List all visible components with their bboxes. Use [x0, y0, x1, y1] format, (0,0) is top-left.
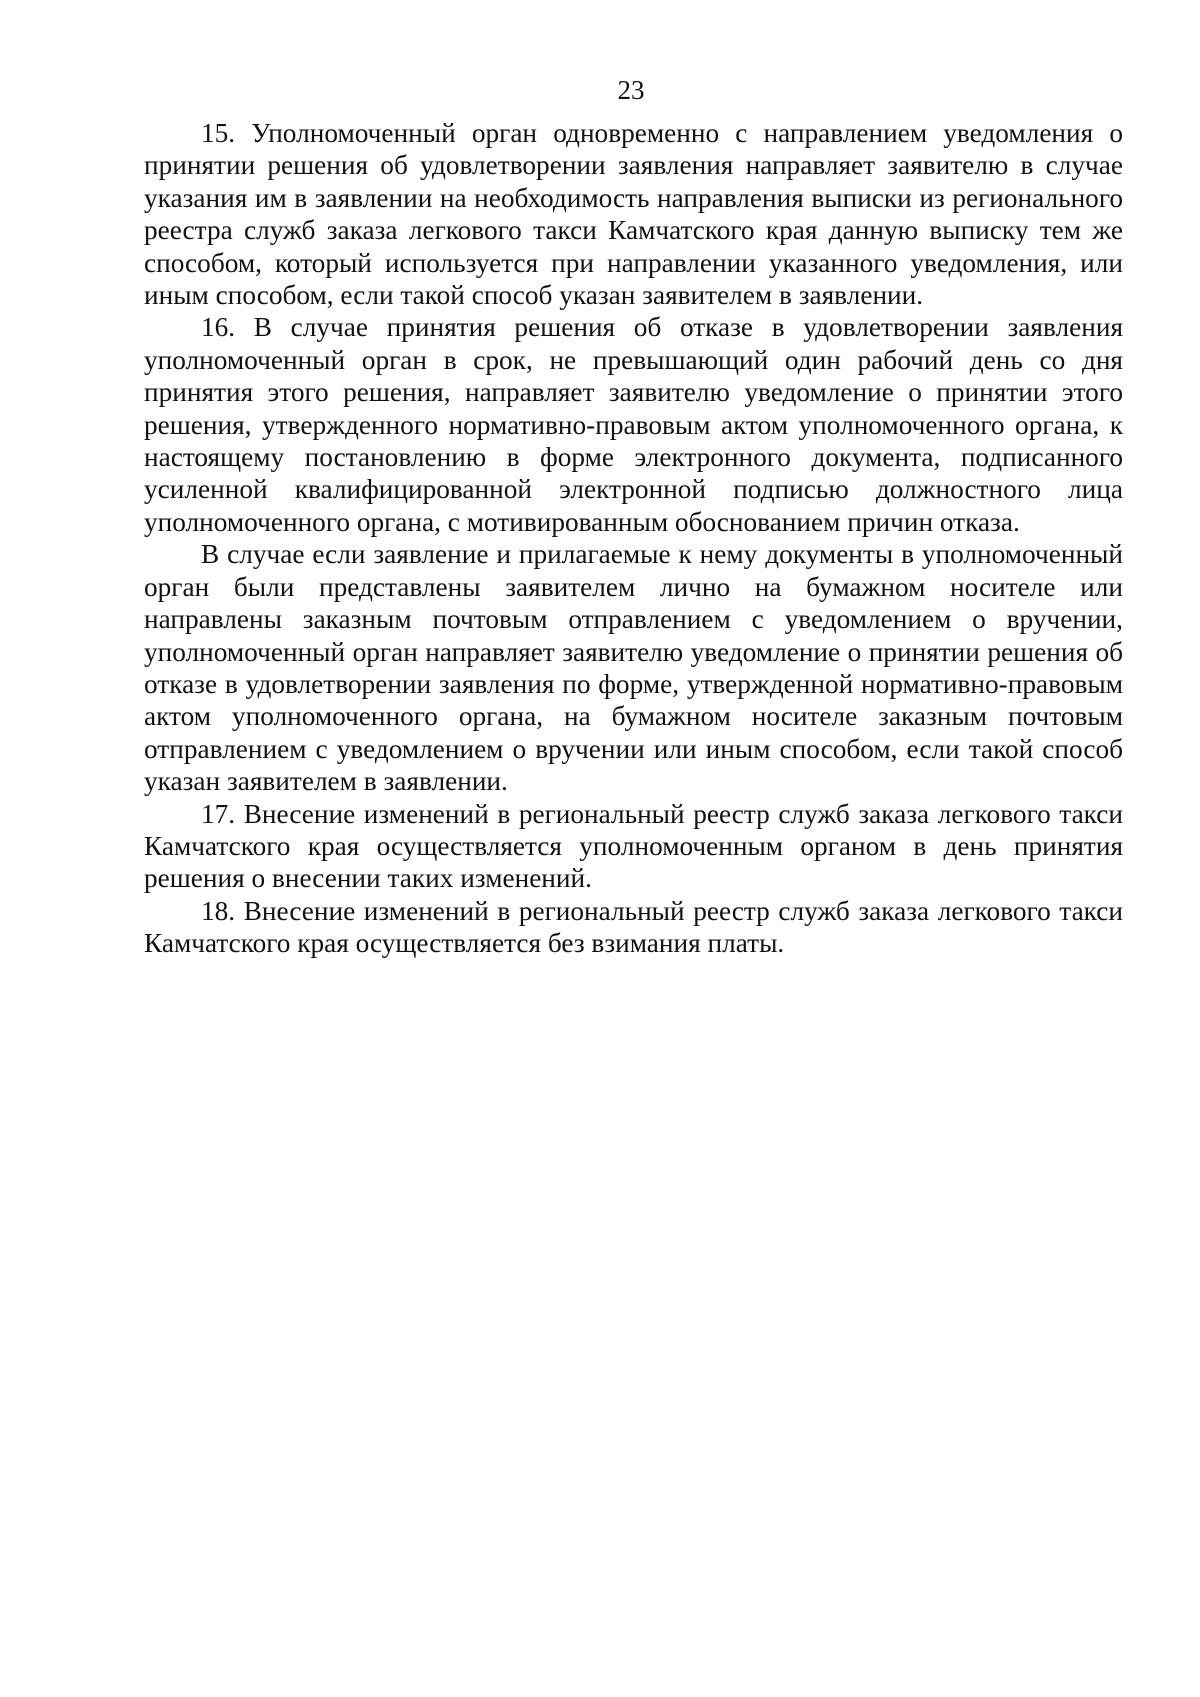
paragraph-15: 15. Уполномоченный орган одновременно с направлением уведомления о принятии решения об удовлетворении заявления направляет заявителю в случае указания им в заявлении на необходимость направления выписки из регионального реестра служб заказа легкового такси Камчатского края данную выписку тем же способом, который используется при направлении указанного уведомления, или иным способом, если такой способ указан заявителем в заявлении.: [144, 118, 1123, 311]
paragraph-16: 16. В случае принятия решения об отказе в удовлетворении заявления уполномоченный орган в срок, не превышающий один рабочий день со дня принятия этого решения, направляет заявителю уведомление о принятии этого решения, утвержденного нормативно-правовым актом уполномоченного органа, к настоящему постановлению в форме электронного документа, подписанного усиленной квалифицированной электронной подписью должностного лица уполномоченного органа, с мотивированным обоснованием причин отказа.: [144, 312, 1123, 537]
paragraph-18: 18. Внесение изменений в региональный реестр служб заказа легкового такси Камчатского края осуществляется без взимания платы.: [144, 895, 1123, 959]
paragraph-16-continued: В случае если заявление и прилагаемые к нему документы в уполномоченный орган были представлены заявителем лично на бумажном носителе или направлены заказным почтовым отправлением с уведомлением о вручении, уполномоченный орган направляет заявителю уведомление о принятии решения об отказе в удовлетворении заявления по форме, утвержденной нормативно-правовым актом уполномоченного органа, на бумажном носителе заказным почтовым отправлением с уведомлением о вручении или иным способом, если такой способ указан заявителем в заявлении.: [144, 539, 1123, 797]
paragraph-17: 17. Внесение изменений в региональный реестр служб заказа легкового такси Камчатского края осуществляется уполномоченным органом в день принятия решения о внесении таких изменений.: [144, 798, 1123, 894]
page-number: 23: [617, 75, 645, 105]
document-body: [144, 117, 1123, 960]
